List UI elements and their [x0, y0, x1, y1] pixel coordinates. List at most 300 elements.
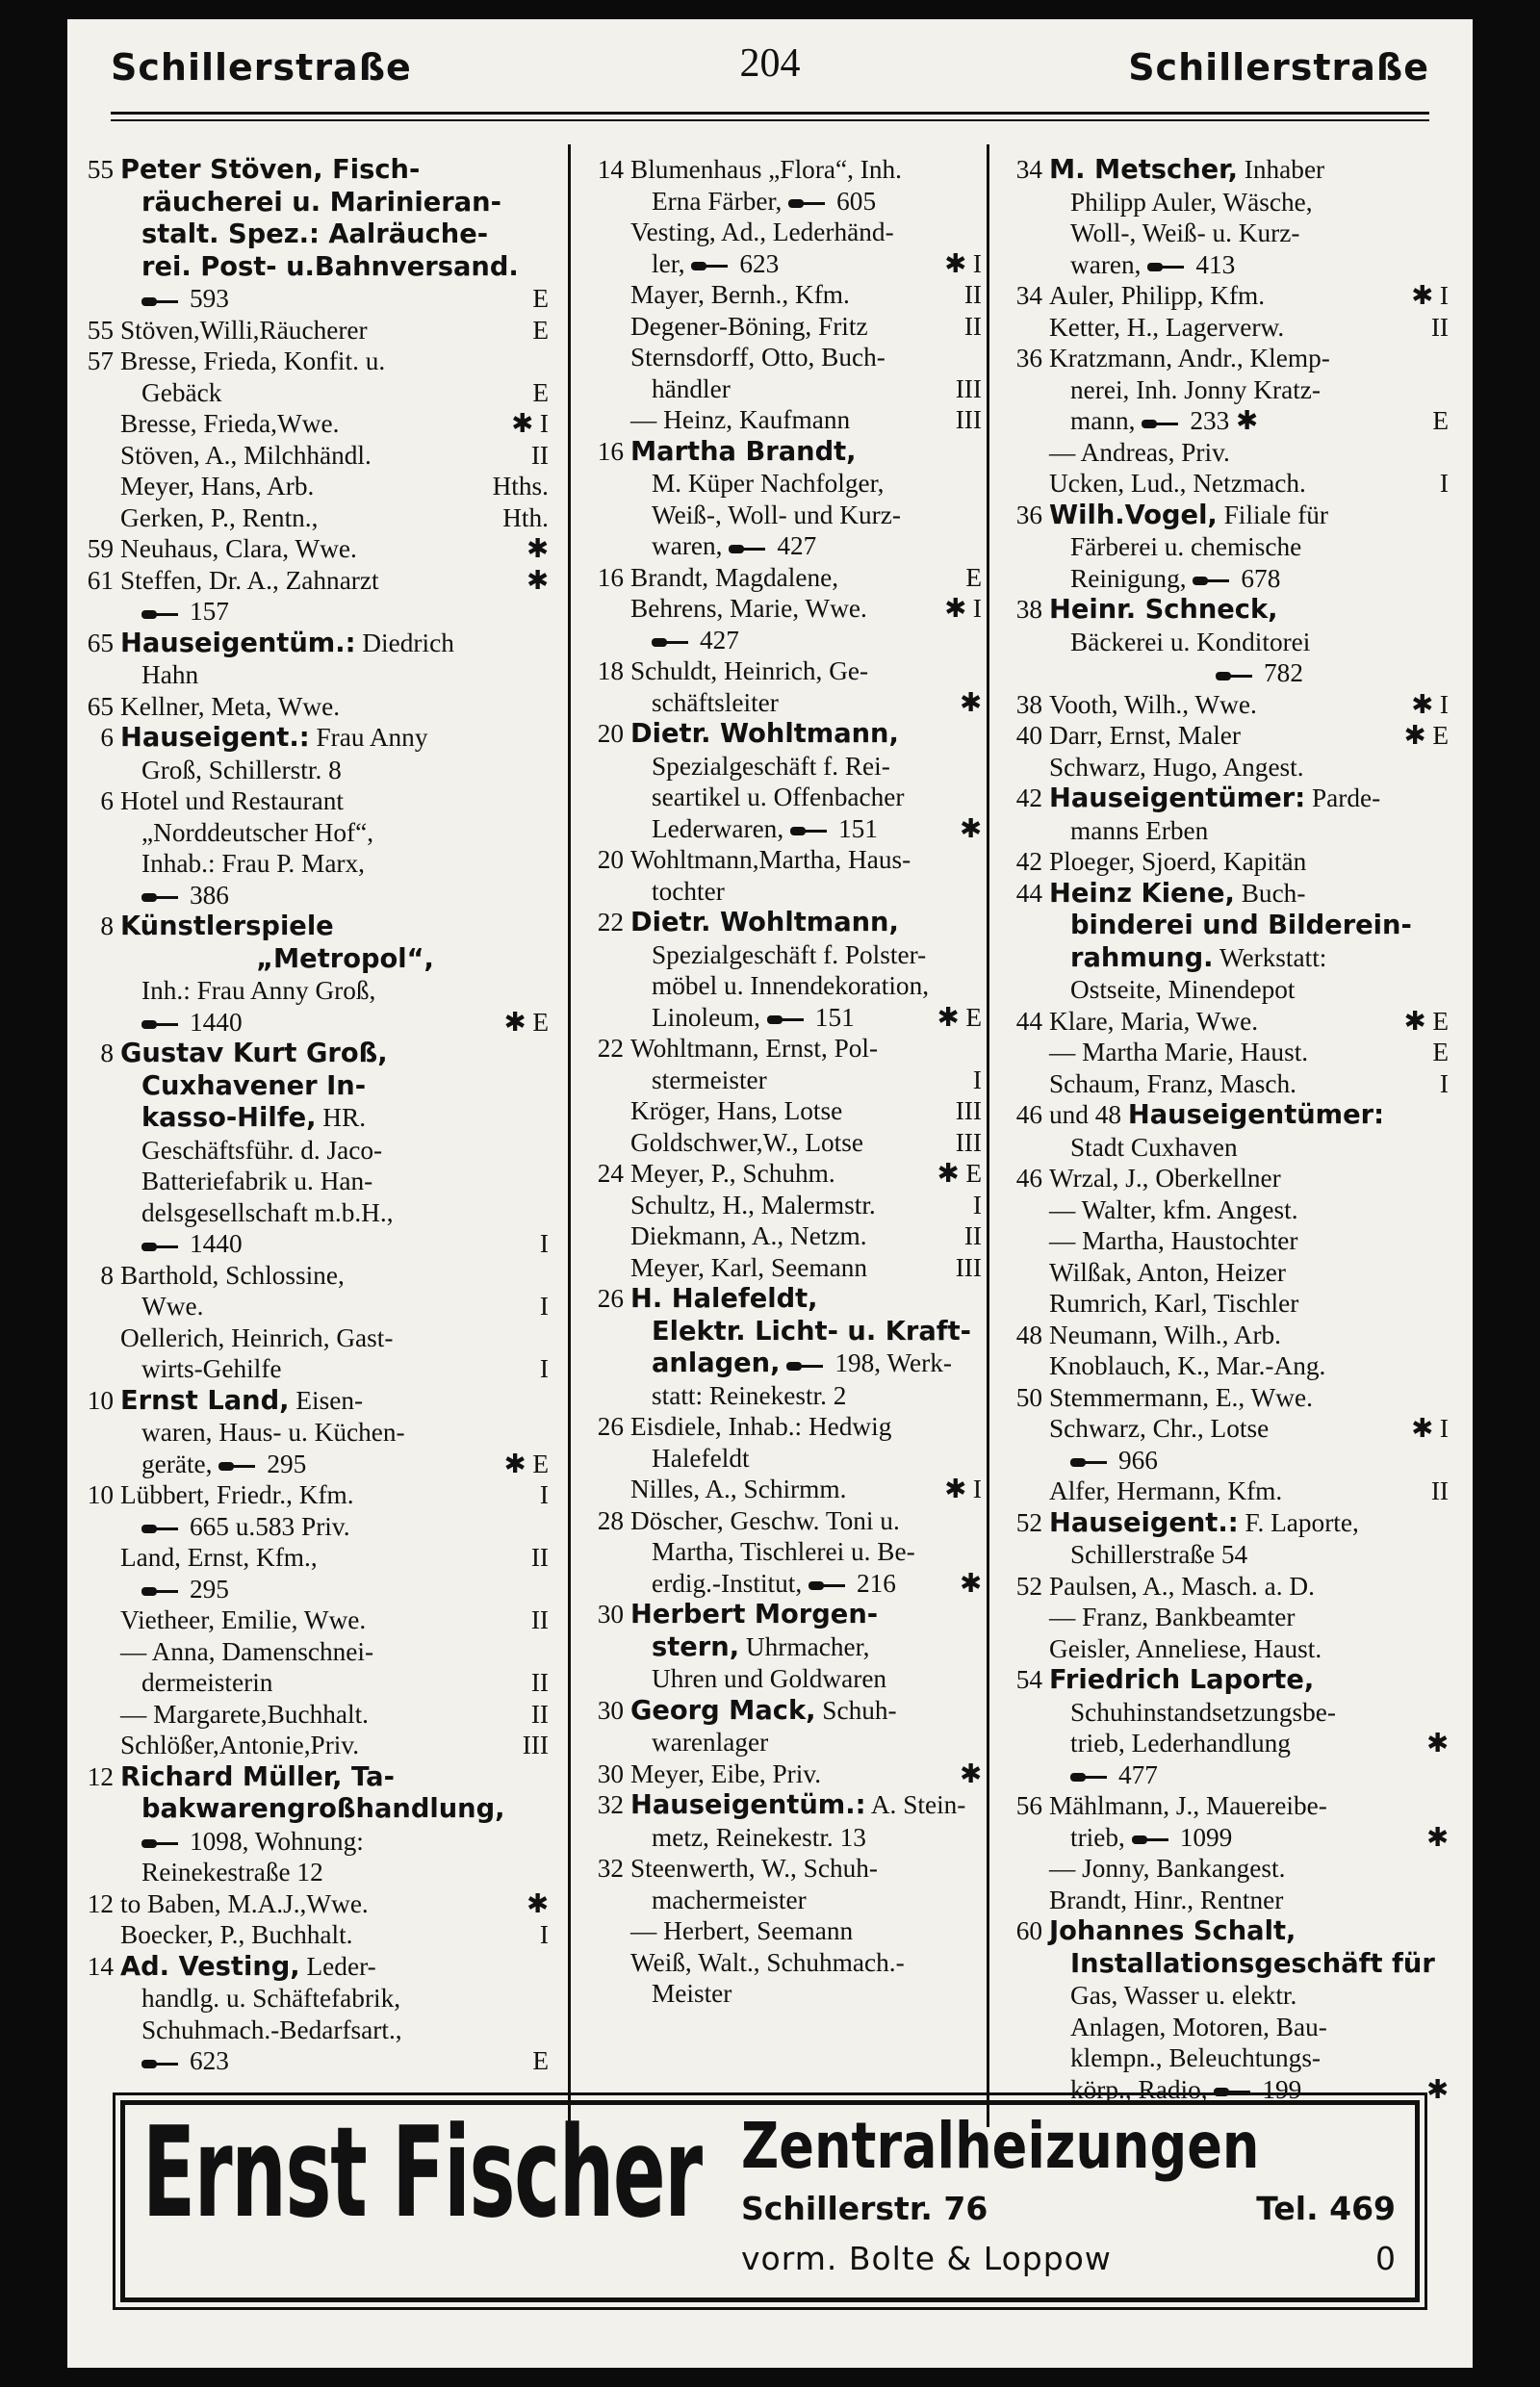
- entry-line: [120, 1291, 549, 1322]
- directory-entry: [578, 1599, 982, 1695]
- entry-line: [1049, 1759, 1449, 1791]
- entry-text: — Heinz, Kaufmann: [630, 405, 851, 434]
- business-name: Peter Stöven, Fisch-: [120, 155, 421, 185]
- house-number: 28: [597, 1505, 624, 1535]
- house-number: 6: [100, 786, 114, 815]
- entry-line: [120, 1667, 549, 1699]
- entry-line: [120, 1730, 549, 1761]
- entry-line: [120, 1417, 549, 1449]
- entry-line: [120, 502, 549, 534]
- entry-text: Meister: [652, 1979, 732, 2008]
- entry-line: [1049, 1476, 1449, 1507]
- directory-entry: [996, 500, 1449, 595]
- entry-text: trieb, Lederhandlung: [1070, 1729, 1291, 1758]
- telephone-receiver-icon: [1070, 1770, 1109, 1784]
- entry-text: 1440: [190, 1229, 243, 1258]
- entry-text: seartikel u. Offenbacher: [652, 783, 905, 811]
- entry-line: [630, 907, 982, 939]
- directory-entry: [67, 1919, 549, 1951]
- entry-text: Stemmermann, E., Wwe.: [1049, 1382, 1313, 1412]
- entry-line: [1049, 2042, 1449, 2074]
- directory-entry: [578, 1789, 982, 1853]
- entry-line: [1049, 783, 1449, 815]
- house-number: 65: [87, 691, 114, 721]
- directory-entry: [996, 783, 1449, 846]
- house-number: 34: [1015, 155, 1042, 184]
- directory-entry: [578, 1095, 982, 1127]
- entry-line: [1049, 1445, 1449, 1476]
- entry-text: Oellerich, Heinrich, Gast-: [120, 1322, 394, 1352]
- entry-line: [1049, 405, 1449, 437]
- entry-line: [1049, 1915, 1449, 1948]
- entry-line: [630, 1505, 982, 1537]
- house-number: 8: [100, 911, 114, 940]
- entry-line: [1049, 1853, 1449, 1885]
- entry-line: [120, 408, 549, 440]
- directory-column-2: [578, 154, 982, 2127]
- entry-line: [1049, 657, 1449, 689]
- entry-line: [1049, 343, 1449, 374]
- floor-marker: II: [1430, 312, 1449, 342]
- entry-line: [1049, 1697, 1449, 1729]
- business-name: Wilh.Vogel,: [1049, 500, 1218, 530]
- entry-text: 782: [1264, 658, 1303, 687]
- directory-column-1: [67, 154, 549, 2127]
- house-number: 44: [1015, 878, 1042, 908]
- telephone-receiver-icon: [141, 2057, 180, 2070]
- house-number: 36: [1015, 500, 1042, 529]
- entry-line: [630, 625, 982, 656]
- directory-entry: [996, 1006, 1449, 1038]
- entry-line: [120, 785, 549, 817]
- entry-text: tochter: [652, 876, 725, 906]
- entry-text: delsgesellschaft m.b.H.,: [141, 1197, 394, 1227]
- entry-text: und 48: [1049, 1100, 1128, 1129]
- entry-line: [120, 218, 549, 251]
- entry-text: waren, Haus- u. Küchen-: [141, 1418, 405, 1447]
- entry-text: Parde-: [1305, 783, 1381, 812]
- floor-marker: E: [532, 315, 549, 345]
- directory-entry: [67, 691, 549, 723]
- entry-line: [120, 1038, 549, 1070]
- business-name: binderei und Bilderein-: [1070, 911, 1412, 940]
- directory-entry: [578, 1758, 982, 1790]
- business-name: Hauseigentüm.:: [630, 1790, 866, 1820]
- directory-entry: [67, 1385, 549, 1480]
- entry-text: Lübbert, Friedr., Kfm.: [120, 1480, 354, 1509]
- entry-text: Filiale für: [1217, 500, 1329, 529]
- entry-text: M. Küper Nachfolger,: [652, 469, 885, 498]
- directory-entry: [996, 1664, 1449, 1790]
- entry-text: Ploeger, Sjoerd, Kapitän: [1049, 847, 1307, 876]
- house-number: 60: [1015, 1916, 1042, 1945]
- telephone-receiver-icon: [767, 1013, 806, 1026]
- floor-marker: ✱ I: [944, 594, 982, 623]
- entry-line: [630, 1947, 982, 1979]
- entry-line: [1049, 468, 1449, 500]
- entry-text: Geschäftsführ. d. Jaco-: [141, 1135, 383, 1165]
- entry-line: [120, 315, 549, 346]
- entry-text: Kratzmann, Andr., Klemp-: [1049, 344, 1330, 372]
- entry-line: [120, 848, 549, 880]
- directory-entry: [996, 1790, 1449, 1853]
- house-number: 32: [597, 1790, 624, 1819]
- house-number: 10: [87, 1385, 114, 1415]
- entry-text: Mayer, Bernh., Kfm.: [630, 280, 850, 309]
- entry-text: Boecker, P., Buchhalt.: [120, 1920, 353, 1949]
- entry-line: [1049, 1288, 1449, 1320]
- telephone-receiver-icon: [788, 196, 827, 210]
- entry-line: [630, 342, 982, 373]
- floor-marker: I: [972, 1190, 982, 1219]
- entry-line: [120, 1385, 549, 1418]
- floor-marker: ✱: [1426, 2074, 1449, 2104]
- floor-marker: III: [955, 1127, 982, 1157]
- entry-text: Halefeldt: [652, 1443, 750, 1473]
- entry-text: — Margarete,Buchhalt.: [120, 1699, 369, 1729]
- directory-entry: [578, 1947, 982, 2010]
- entry-line: [630, 1095, 982, 1127]
- entry-text: Bäckerei u. Konditorei: [1070, 627, 1311, 656]
- entry-line: [120, 1353, 549, 1385]
- house-number: 36: [1015, 344, 1042, 372]
- entry-line: [120, 1604, 549, 1636]
- entry-line: [630, 436, 982, 469]
- directory-entry: [996, 1885, 1449, 1916]
- entry-line: [120, 1228, 549, 1260]
- entry-line: [120, 975, 549, 1007]
- business-name: Heinz Kiene,: [1049, 878, 1235, 909]
- entry-text: klempn., Beleuchtungs-: [1070, 2043, 1322, 2072]
- entry-line: [1049, 627, 1449, 658]
- ad-phone: Tel. 469: [1256, 2190, 1396, 2227]
- entry-text: F. Laporte,: [1238, 1507, 1359, 1537]
- house-number: 56: [1015, 1791, 1042, 1820]
- entry-line: [630, 1727, 982, 1758]
- entry-line: [1049, 878, 1449, 911]
- entry-line: [120, 1793, 549, 1826]
- directory-entry: [67, 1322, 549, 1385]
- entry-line: [120, 1888, 549, 1920]
- page-number: 204: [739, 41, 801, 86]
- entry-text: „Norddeutscher Hof“,: [141, 817, 374, 847]
- directory-entry: [996, 1633, 1449, 1665]
- entry-line: [120, 1699, 549, 1731]
- column-divider: [568, 144, 571, 2127]
- entry-line: [630, 1033, 982, 1065]
- entry-line: [630, 751, 982, 783]
- directory-column-3: [996, 154, 1449, 2127]
- entry-text: statt: Reinekestr. 2: [652, 1380, 847, 1410]
- business-name: räucherei u. Marinieran-: [141, 187, 501, 218]
- entry-line: [1049, 815, 1449, 847]
- floor-marker: ✱: [526, 1888, 549, 1918]
- entry-line: [630, 373, 982, 405]
- floor-marker: ✱ I: [1411, 689, 1449, 719]
- entry-line: [1049, 1068, 1449, 1100]
- directory-entry: [996, 312, 1449, 344]
- telephone-receiver-icon: [786, 1359, 825, 1373]
- house-number: 20: [597, 845, 624, 874]
- directory-entry: [578, 436, 982, 562]
- directory-entry: [996, 280, 1449, 312]
- telephone-receiver-icon: [790, 824, 829, 837]
- ad-address: Schillerstr. 76: [741, 2190, 988, 2227]
- directory-entry: [578, 1915, 982, 1947]
- entry-text: körp., Radio,: [1070, 2074, 1208, 2104]
- house-number: 38: [1015, 595, 1042, 624]
- entry-line: [630, 1568, 982, 1600]
- entry-text: Linoleum,: [652, 1002, 760, 1032]
- telephone-receiver-icon: [141, 1584, 180, 1598]
- entry-text: warenlager: [652, 1728, 769, 1757]
- floor-marker: ✱: [526, 534, 549, 563]
- entry-text: Philipp Auler, Wäsche,: [1070, 187, 1313, 217]
- entry-text: Gas, Wasser u. elektr.: [1070, 1981, 1297, 2010]
- house-number: 22: [597, 908, 624, 937]
- floor-marker: I: [539, 1480, 549, 1509]
- page-header: [67, 19, 1473, 116]
- floor-marker: ✱ E: [503, 1007, 549, 1037]
- business-name: Installationsgeschäft für: [1070, 1948, 1435, 1979]
- entry-text: Auler, Philipp, Kfm.: [1049, 281, 1266, 310]
- entry-line: [120, 2015, 549, 2046]
- entry-text: Vooth, Wilh., Wwe.: [1049, 689, 1257, 719]
- telephone-receiver-icon: [141, 1836, 180, 1850]
- house-number: 20: [597, 719, 624, 748]
- floor-marker: E: [1432, 1038, 1449, 1066]
- entry-text: — Jonny, Bankangest.: [1049, 1854, 1286, 1883]
- entry-text: Wwe.: [141, 1292, 204, 1321]
- entry-line: [630, 1474, 982, 1505]
- house-number: 30: [597, 1600, 624, 1629]
- entry-text: Behrens, Marie, Wwe.: [630, 594, 867, 623]
- phone-number: 427: [777, 531, 817, 560]
- directory-entry: [578, 1127, 982, 1159]
- house-number: 55: [87, 315, 114, 345]
- entry-text: Inhab.: Frau P. Marx,: [141, 849, 365, 878]
- entry-line: [1049, 531, 1449, 563]
- entry-line: [120, 1919, 549, 1951]
- entry-line: [120, 1322, 549, 1354]
- entry-line: [1049, 1257, 1449, 1289]
- house-number: 32: [597, 1854, 624, 1883]
- directory-entry: [996, 1571, 1449, 1603]
- floor-marker: ✱: [960, 813, 982, 843]
- entry-text: Bresse, Frieda,Wwe.: [120, 409, 340, 438]
- business-name: Dietr. Wohltmann,: [630, 908, 899, 937]
- directory-entry: [996, 1476, 1449, 1507]
- entry-line: [120, 1983, 549, 2015]
- business-name: Gustav Kurt Groß,: [120, 1039, 388, 1068]
- entry-text: Frau Anny: [309, 723, 428, 752]
- entry-line: [120, 817, 549, 849]
- entry-line: [630, 1915, 982, 1947]
- entry-line: [1049, 1728, 1449, 1759]
- entry-line: [120, 377, 549, 409]
- entry-text: Degener-Böning, Fritz: [630, 311, 868, 341]
- entry-text: Brandt, Hinr., Rentner: [1049, 1885, 1284, 1914]
- entry-text: möbel u. Innendekoration,: [652, 971, 930, 1000]
- entry-line: [630, 311, 982, 343]
- phone-number: 199: [1262, 2074, 1302, 2104]
- entry-text: Neuhaus, Clara, Wwe.: [120, 534, 357, 563]
- entry-line: [630, 844, 982, 876]
- directory-entry: [67, 533, 549, 565]
- floor-marker: ✱: [1426, 1729, 1449, 1758]
- business-name: rahmung.: [1070, 942, 1214, 973]
- directory-entry: [578, 1033, 982, 1095]
- entry-text: — Andreas, Priv.: [1049, 437, 1230, 467]
- entry-line: [120, 471, 549, 502]
- entry-text: dermeisterin: [141, 1668, 273, 1697]
- floor-marker: II: [963, 280, 982, 309]
- directory-entry: [67, 1636, 549, 1699]
- entry-text: nerei, Inh. Jonny Kratz-: [1070, 374, 1321, 404]
- business-name: H. Halefeldt,: [630, 1284, 818, 1314]
- entry-line: [120, 1166, 549, 1197]
- entry-text: Schillerstraße 54: [1070, 1540, 1248, 1569]
- entry-text: Wrzal, J., Oberkellner: [1049, 1164, 1281, 1193]
- directory-entry: [67, 1542, 549, 1604]
- ad-code: 0: [1375, 2240, 1396, 2277]
- house-number: 16: [597, 436, 624, 466]
- entry-text: 1098, Wohnung:: [190, 1826, 364, 1856]
- telephone-receiver-icon: [141, 295, 180, 308]
- entry-text: Anlagen, Motoren, Bau-: [1070, 2012, 1327, 2041]
- entry-text: Schlößer,Antonie,Priv.: [120, 1731, 360, 1759]
- floor-marker: II: [530, 440, 549, 470]
- directory-entry: [578, 1220, 982, 1252]
- floor-marker: I: [1439, 469, 1449, 498]
- entry-text: Schwarz, Hugo, Angest.: [1049, 752, 1304, 782]
- entry-text: Sternsdorff, Otto, Buch-: [630, 343, 886, 372]
- entry-line: [630, 154, 982, 186]
- entry-line: [1049, 1163, 1449, 1194]
- house-number: 30: [597, 1695, 624, 1725]
- entry-line: [630, 404, 982, 436]
- entry-line: [120, 1826, 549, 1858]
- entry-text: Inhaber: [1237, 155, 1325, 184]
- house-number: 65: [87, 628, 114, 657]
- entry-line: [120, 1857, 549, 1888]
- business-name: rei. Post- u.Bahnversand.: [141, 251, 519, 282]
- directory-entry: [578, 342, 982, 404]
- entry-line: [630, 1822, 982, 1854]
- phone-number: 623: [739, 248, 780, 278]
- directory-entry: [996, 1068, 1449, 1100]
- directory-entry: [996, 1099, 1449, 1163]
- business-name: Herbert Morgen-: [630, 1600, 879, 1630]
- business-name: Richard Müller, Ta-: [120, 1761, 395, 1792]
- entry-line: [630, 939, 982, 971]
- directory-entry: [578, 844, 982, 907]
- entry-text: Schultz, H., Malermstr.: [630, 1190, 876, 1219]
- entry-line: [630, 1853, 982, 1885]
- ad-company-name: Ernst Fischer: [142, 2099, 702, 2246]
- entry-text: Ketter, H., Lagerverw.: [1049, 312, 1285, 342]
- directory-entry: [67, 1730, 549, 1761]
- entry-line: [120, 1951, 549, 1984]
- entry-text: Brandt, Magdalene,: [630, 562, 839, 592]
- floor-marker: ✱: [960, 1568, 982, 1598]
- entry-line: [1049, 910, 1449, 942]
- entry-line: [120, 1761, 549, 1794]
- business-name: Georg Mack,: [630, 1695, 816, 1726]
- entry-line: [1049, 1790, 1449, 1822]
- business-name: Künstlerspiele: [120, 911, 334, 941]
- entry-line: [1049, 437, 1449, 469]
- entry-line: [1049, 846, 1449, 878]
- entry-text: geräte,: [141, 1449, 213, 1478]
- directory-entry: [67, 722, 549, 785]
- entry-text: Erna Färber,: [652, 186, 783, 216]
- entry-line: [1049, 1320, 1449, 1351]
- telephone-receiver-icon: [218, 1459, 257, 1473]
- entry-line: [630, 1443, 982, 1475]
- entry-line: [120, 2045, 549, 2077]
- house-number: 59: [87, 534, 114, 563]
- entry-line: [120, 755, 549, 786]
- directory-entry: [996, 1602, 1449, 1633]
- directory-entry: [996, 1507, 1449, 1571]
- directory-entry: [67, 346, 549, 408]
- business-name: Martha Brandt,: [630, 436, 857, 467]
- entry-text: Barthold, Schlossine,: [120, 1260, 345, 1290]
- entry-text: Geisler, Anneliese, Haust.: [1049, 1633, 1322, 1663]
- telephone-receiver-icon: [141, 1522, 180, 1535]
- floor-marker: I: [1439, 1068, 1449, 1098]
- floor-marker: III: [522, 1731, 549, 1759]
- entry-line: [120, 283, 549, 315]
- business-name: Hauseigent.:: [1049, 1507, 1239, 1538]
- entry-text: Stöven, A., Milchhändl.: [120, 440, 372, 470]
- entry-text: Mählmann, J., Mauereibe-: [1049, 1791, 1327, 1820]
- house-number: 10: [87, 1480, 114, 1509]
- entry-line: [1049, 1194, 1449, 1226]
- entry-text: Döscher, Geschw. Toni u.: [630, 1505, 900, 1535]
- business-name: anlagen,: [652, 1348, 781, 1378]
- entry-line: [630, 1065, 982, 1096]
- house-number: 18: [597, 656, 624, 685]
- entry-text: Spezialgeschäft f. Polster-: [652, 939, 927, 969]
- floor-marker: ✱ E: [503, 1449, 549, 1478]
- directory-entry: [996, 468, 1449, 500]
- telephone-receiver-icon: [141, 607, 180, 621]
- directory-entry: [578, 1505, 982, 1600]
- entry-text: Kellner, Meta, Wwe.: [120, 691, 341, 721]
- directory-entry: [67, 1260, 549, 1322]
- entry-line: [1049, 563, 1449, 595]
- directory-entry: [578, 593, 982, 655]
- entry-text: handlg. u. Schäftefabrik,: [141, 1984, 401, 2013]
- entry-text: Meyer, P., Schuhm.: [630, 1159, 835, 1188]
- entry-line: [630, 562, 982, 594]
- directory-entry: [578, 1853, 982, 1915]
- floor-marker: I: [972, 1065, 982, 1094]
- entry-line: [1049, 1507, 1449, 1540]
- entry-text: Paulsen, A., Masch. a. D.: [1049, 1571, 1315, 1601]
- entry-text: wirts-Gehilfe: [141, 1354, 282, 1383]
- telephone-receiver-icon: [1147, 260, 1186, 273]
- directory-entry: [996, 878, 1449, 1006]
- entry-line: [630, 1252, 982, 1284]
- floor-marker: ✱ I: [1411, 281, 1449, 310]
- entry-text: schäftsleiter: [652, 687, 779, 717]
- entry-text: Bresse, Frieda, Konfit. u.: [120, 346, 386, 375]
- entry-line: [120, 1070, 549, 1103]
- floor-marker: ✱: [960, 1758, 982, 1788]
